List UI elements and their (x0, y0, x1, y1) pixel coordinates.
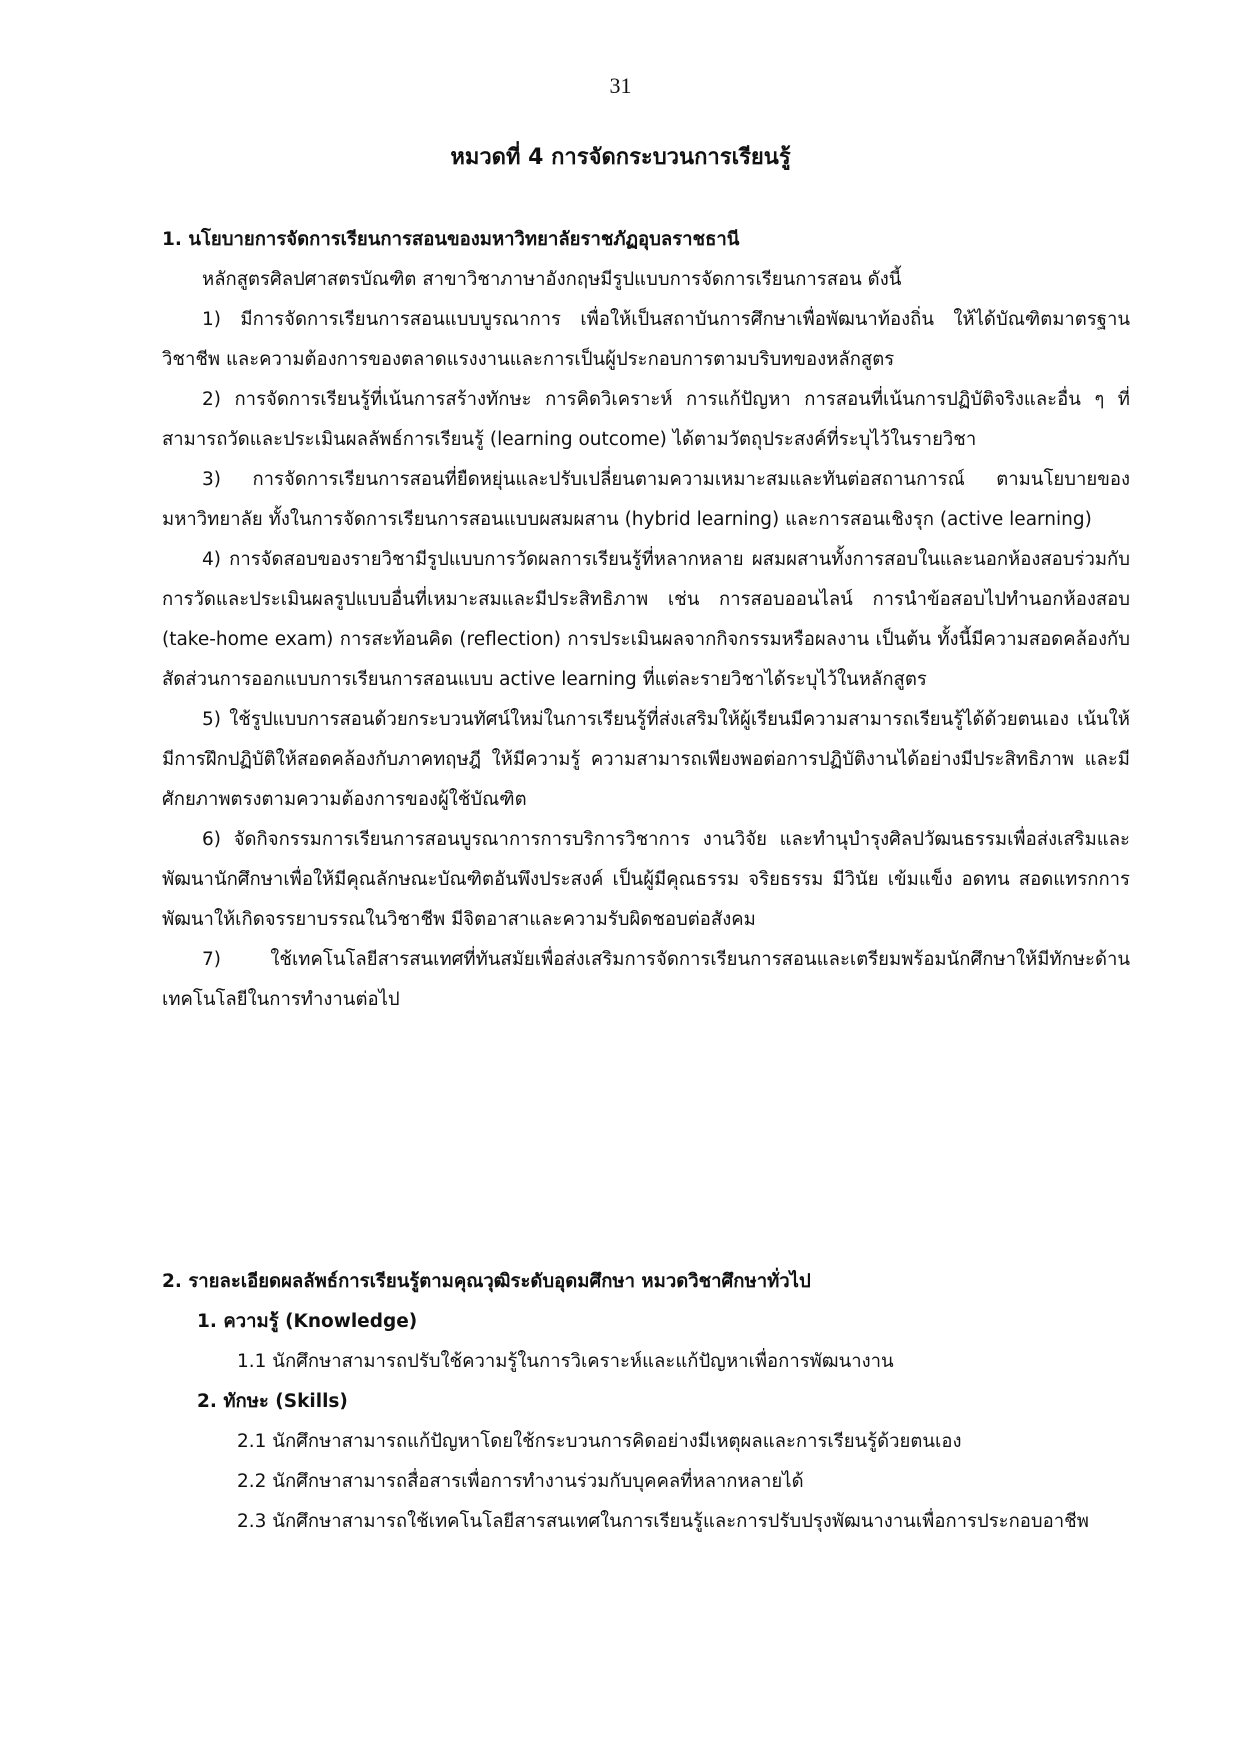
knowledge-item: 1.1 นักศึกษาสามารถปรับใช้ความรู้ในการวิเคราะห์และแก้ปัญหาเพื่อการพัฒนางาน (237, 1351, 894, 1372)
policy-item-6: 6) จัดกิจกรรมการเรียนการสอนบูรณาการการบริการวิชาการ งานวิจัย และทำนุบำรุงศิลปวัฒนธรรมเพื่อส่งเสริมและพัฒนานักศึกษาเพื่อให้มีคุณลักษณะบัณฑิตอันพึงประสงค์ เป็นผู้มีคุณธรรม จริยธรรม มีวินัย เข้มแข็ง อดทน สอดแทรกการพัฒนาให้เกิดจรรยาบรรณในวิชาชีพ มีจิตอาสาและความรับผิดชอบต่อสังคม (162, 829, 1130, 930)
skills-item: 2.3 นักศึกษาสามารถใช้เทคโนโลยีสารสนเทศในการเรียนรู้และการปรับปรุงพัฒนางานเพื่อการประกอบอาชีพ (237, 1511, 1089, 1532)
section-intro: หลักสูตรศิลปศาสตรบัณฑิต สาขาวิชาภาษาอังกฤษมีรูปแบบการจัดการเรียนการสอน ดังนี้ (202, 269, 902, 290)
policy-item-1: 1) มีการจัดการเรียนการสอนแบบบูรณาการ เพื่อให้เป็นสถาบันการศึกษาเพื่อพัฒนาท้องถิ่น ให้ได้บัณฑิตมาตรฐานวิชาชีพ และความต้องการของตลาดแรงงานและการเป็นผู้ประกอบการตามบริบทของหลักสูตร (162, 309, 1130, 370)
skills-label: 2. ทักษะ (Skills) (197, 1391, 348, 1412)
policy-item-4: 4) การจัดสอบของรายวิชามีรูปแบบการวัดผลการเรียนรู้ที่หลากหลาย ผสมผสานทั้งการสอบในและนอกห้องสอบร่วมกับการวัดและประเมินผลรูปแบบอื่นที่เหมาะสมและมีประสิทธิภาพ เช่น การสอบออนไลน์ การนำข้อสอบไปทำนอกห้องสอบ (take-home exam) การสะท้อนคิด (reflection) การประเมินผลจากกิจกรรมหรือผลงาน เป็นต้น ทั้งนี้มีความสอดคล้องกับสัดส่วนการออกแบบการเรียนการสอนแบบ active learning ที่แต่ละรายวิชาได้ระบุไว้ในหลักสูตร (162, 549, 1130, 690)
policy-item-2: 2) การจัดการเรียนรู้ที่เน้นการสร้างทักษะ การคิดวิเคราะห์ การแก้ปัญหา การสอนที่เน้นการปฏิบัติจริงและอื่น ๆ ที่สามารถวัดและประเมินผลลัพธ์การเรียนรู้ (learning outcome) ได้ตามวัตถุประสงค์ที่ระบุไว้ในรายวิชา (162, 389, 1130, 450)
policy-item-5: 5) ใช้รูปแบบการสอนด้วยกระบวนทัศน์ใหม่ในการเรียนรู้ที่ส่งเสริมให้ผู้เรียนมีความสามารถเรียนรู้ได้ด้วยตนเอง เน้นให้มีการฝึกปฏิบัติให้สอดคล้องกับภาคทฤษฎี ให้มีความรู้ ความสามารถเพียงพอต่อการปฏิบัติงานได้อย่างมีประสิทธิภาพ และมีศักยภาพตรงตามความต้องการของผู้ใช้บัณฑิต (162, 709, 1130, 810)
policy-item-7: 7) ใช้เทคโนโลยีสารสนเทศที่ทันสมัยเพื่อส่งเสริมการจัดการเรียนการสอนและเตรียมพร้อมนักศึกษาให้มีทักษะด้านเทคโนโลยีในการทำงานต่อไป (162, 949, 1130, 1010)
section-teaching-policy (162, 220, 1130, 1020)
policy-item-3: 3) การจัดการเรียนการสอนที่ยืดหยุ่นและปรับเปลี่ยนตามความเหมาะสมและทันต่อสถานการณ์ ตามนโยบายของมหาวิทยาลัย ทั้งในการจัดการเรียนการสอนแบบผสมผสาน (hybrid learning) และการสอนเชิงรุก (active learning) (162, 469, 1130, 530)
chapter-title: หมวดที่ 4 การจัดกระบวนการเรียนรู้ (450, 145, 791, 170)
section-heading: 2. รายละเอียดผลลัพธ์การเรียนรู้ตามคุณวุฒิระดับอุดมศึกษา หมวดวิชาศึกษาทั่วไป (162, 1271, 811, 1292)
knowledge-label: 1. ความรู้ (Knowledge) (197, 1311, 418, 1332)
page-number: 31 (609, 73, 632, 98)
section-learning-outcomes (162, 1262, 1130, 1542)
section-heading: 1. นโยบายการจัดการเรียนการสอนของมหาวิทยาลัยราชภัฏอุบลราชธานี (162, 229, 740, 250)
skills-item: 2.2 นักศึกษาสามารถสื่อสารเพื่อการทำงานร่วมกับบุคคลที่หลากหลายได้ (237, 1471, 804, 1492)
skills-item: 2.1 นักศึกษาสามารถแก้ปัญหาโดยใช้กระบวนการคิดอย่างมีเหตุผลและการเรียนรู้ด้วยตนเอง (237, 1431, 962, 1452)
